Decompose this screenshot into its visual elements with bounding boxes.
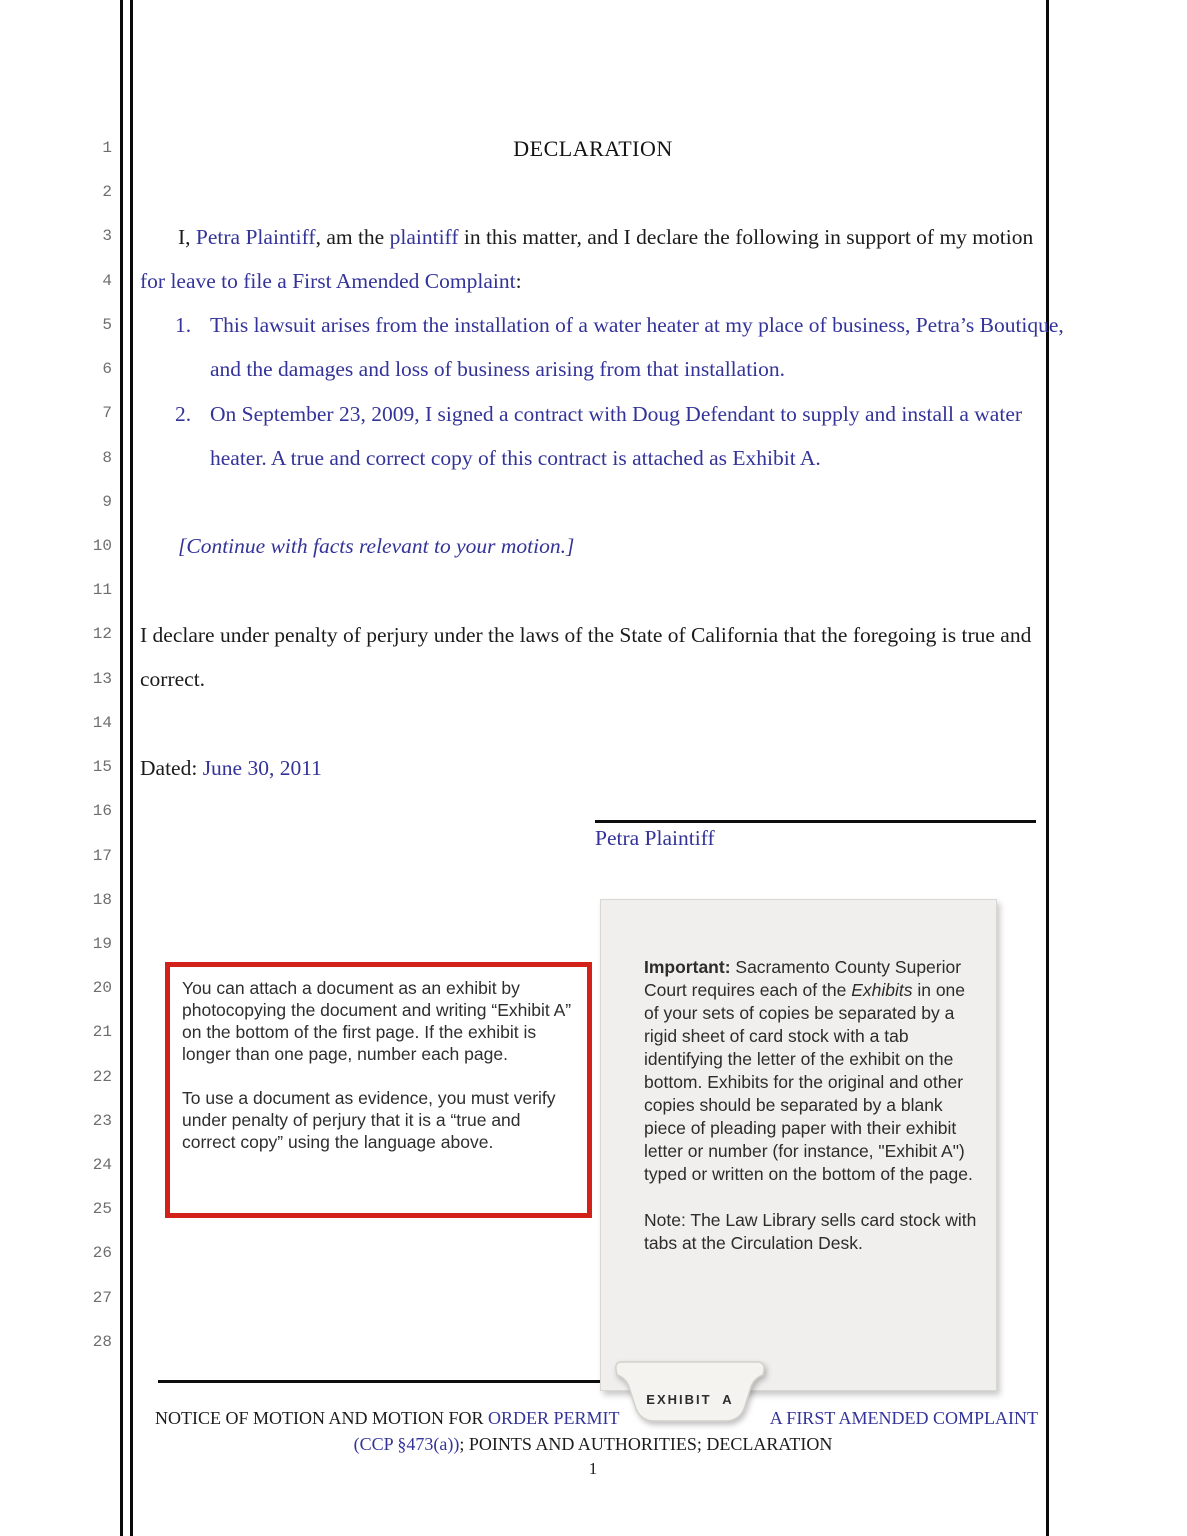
line-number: 9 [102,492,112,511]
signature-line [595,820,1036,823]
line-number: 5 [102,315,112,334]
page-number: 1 [588,1459,598,1478]
callout-paragraph: To use a document as evidence, you must verify under penalty of perjury that it is a “true and correct copy” using the language above. [182,1088,556,1152]
text-segment: ; POINTS AND AUTHORITIES; DECLARATION [459,1434,833,1454]
document-title: DECLARATION [513,136,673,161]
signature-name: Petra Plaintiff [595,826,715,850]
perjury-statement: I declare under penalty of perjury under the laws of the State of California that the foregoing is true and correct. [140,623,1032,692]
line-number: 15 [92,758,112,777]
line-number: 25 [92,1200,112,1219]
footer-title-left [155,1408,620,1429]
declaration-intro [140,215,1037,304]
important-note-card [600,899,997,1391]
law-library-note: Note: The Law Library sells card stock with tabs at the Circulation Desk. [644,1210,977,1253]
footer-divider-line [158,1380,618,1383]
line-number: 16 [92,802,112,821]
text-segment: NOTICE OF MOTION AND MOTION FOR [155,1408,488,1428]
list-number: 2. [175,401,192,426]
line-number: 4 [102,271,112,290]
declaration-point-2 [175,392,1071,481]
line-number: 18 [92,890,112,909]
text-segment: Exhibits [851,980,913,1000]
text-segment: Important: [644,957,731,977]
line-number: 21 [92,1023,112,1042]
dated-line [140,746,740,790]
declaration-point-1 [175,303,1071,392]
line-number: 22 [92,1067,112,1086]
callout-paragraph: You can attach a document as an exhibit by photocopying the document and writing “Exhibit A” on the bottom of the first page. If the exhibit is longer than one page, number each page. [182,978,572,1064]
line-number: 17 [92,846,112,865]
line-number: 8 [102,448,112,467]
text-segment: in one of your sets of copies be separated by a rigid sheet of card stock with a tab identifying the letter of the exhibit on the bottom. Exhibits for the original and other copies should be separated by a blank piece of pleading paper with their exhibit letter or number (for instance, "Exhibit A") typed or written on the bottom of the page. [644,980,973,1184]
line-number: 6 [102,360,112,379]
line-number: 13 [92,669,112,688]
text-segment: , am the [315,225,390,249]
line-number: 28 [92,1332,112,1351]
right-rule [1046,0,1049,1536]
pleading-line-numbers [84,126,112,1364]
exhibit-instructions-callout [165,962,592,1218]
line-number: 1 [102,139,112,157]
text-segment: plaintiff [389,225,464,249]
line-number: 20 [92,979,112,998]
text-segment: Sacramento County Superior Court requires each of the [644,957,962,1000]
footer-title-right: A FIRST AMENDED COMPLAINT [769,1408,1038,1428]
text-segment: Dated: [140,756,203,780]
text-segment: Petra Plaintiff [195,225,316,249]
text-segment: I, [178,225,196,249]
line-number: 26 [92,1244,112,1263]
line-number: 10 [92,536,112,555]
text-segment: (CCP §473(a)) [353,1434,460,1454]
exhibit-a-tab [612,1361,772,1427]
line-number: 2 [102,183,112,202]
important-paragraph [644,956,982,1186]
line-number: 3 [102,227,112,246]
exhibit-tab-label: EXHIBIT A [646,1392,734,1407]
text-segment: for leave to file a First Amended Complaint [140,269,516,294]
text-segment: in this matter, and I declare the following in support of my motion [463,225,1034,249]
left-double-rule [120,0,133,1536]
line-number: 14 [92,713,112,732]
line-number: 7 [102,404,112,423]
line-number: 11 [92,581,112,600]
line-number: 19 [92,934,112,953]
line-number: 12 [92,625,112,644]
text-segment: ORDER PERMIT [488,1408,620,1428]
continue-placeholder-note: [Continue with facts relevant to your motion.] [178,534,575,558]
list-text: This lawsuit arises from the installation of a water heater at my place of business, Petra’s Boutique, and the damages and loss of business arising from that installation. [210,313,1064,382]
list-text: On September 23, 2009, I signed a contract with Doug Defendant to supply and install a water heater. A true and correct copy of this contract is attached as Exhibit A. [210,401,1023,470]
text-segment: June 30, 2011 [202,756,322,780]
line-number: 24 [92,1156,112,1175]
list-number: 1. [175,313,192,337]
line-number: 27 [92,1288,112,1307]
footer-title-line2 [140,1434,1046,1455]
text-segment: : [515,269,522,294]
line-number: 23 [92,1111,112,1130]
